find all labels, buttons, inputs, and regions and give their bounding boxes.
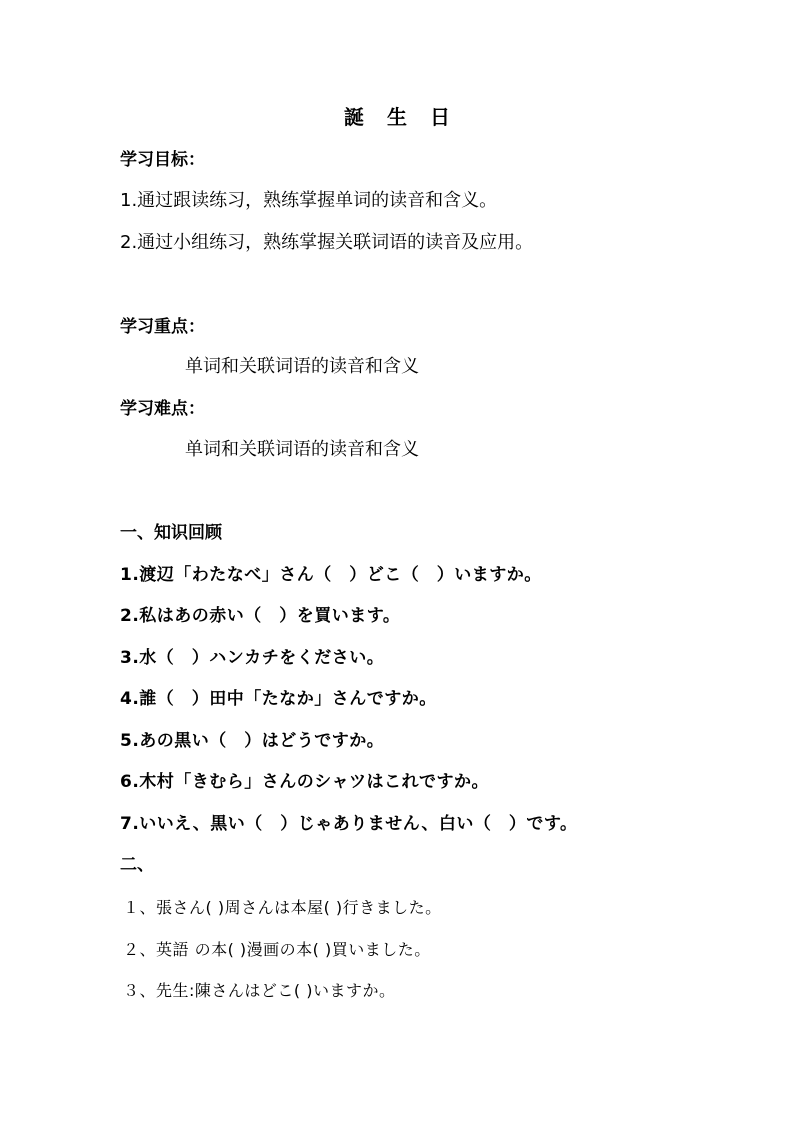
section2-heading: 二、 — [120, 855, 154, 875]
review-question-1: 1.渡辺「わたなべ」さん（ ）どこ（ ）いますか。 — [120, 565, 542, 585]
review-question-3: 3.水（ ）ハンカチをください。 — [120, 648, 385, 668]
review-question-7: 7.いいえ、黒い（ ）じゃありません、白い（ ）です。 — [120, 814, 578, 834]
exercise-3: ３、先生:陳さんはどこ( )いますか。 — [123, 981, 396, 1000]
review-question-6: 6.木村「きむら」さんのシャツはこれですか。 — [120, 772, 489, 792]
key-points-text: 单词和关联词语的读音和含义 — [185, 356, 419, 377]
difficulties-heading: 学习难点： — [120, 399, 205, 419]
exercise-2: ２、英語 の本( )漫画の本( )買いました。 — [123, 940, 431, 959]
document-title: 誕 生 日 — [344, 105, 458, 129]
review-question-5: 5.あの黒い（ ）はどうですか。 — [120, 731, 385, 751]
exercise-1: １、張さん( )周さんは本屋( )行きました。 — [123, 898, 442, 917]
review-question-2: 2.私はあの赤い（ ）を買います。 — [120, 606, 401, 626]
key-points-heading: 学习重点： — [120, 317, 205, 337]
review-question-4: 4.誰（ ）田中「たなか」さんですか。 — [120, 689, 437, 709]
goal-item-1: 1.通过跟读练习，熟练掌握单词的读音和含义。 — [120, 190, 498, 211]
goal-item-2: 2.通过小组练习，熟练掌握关联词语的读音及应用。 — [120, 232, 534, 253]
section1-heading: 一、知识回顾 — [120, 523, 222, 543]
goals-heading: 学习目标： — [120, 150, 205, 170]
difficulties-text: 单词和关联词语的读音和含义 — [185, 439, 419, 460]
